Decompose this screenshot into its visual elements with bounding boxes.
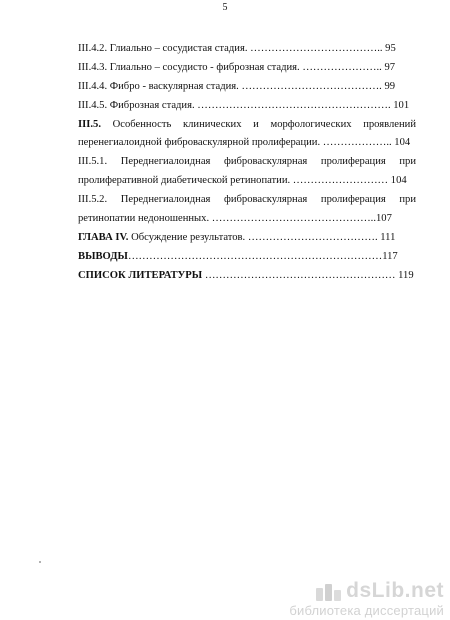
toc-entry [78,153,416,191]
toc-entry [78,191,416,229]
toc-heading: СПИСОК ЛИТЕРАТУРЫ [78,269,203,281]
toc-line: пролиферативной диабетической ретинопатии. ……………………… 104 [78,175,407,187]
watermark-brand: dsLib.net [346,579,444,602]
table-of-contents [78,40,416,286]
toc-line: перенегиалоидной фиброваскулярной пролиферации. ……………….. 104 [78,137,411,149]
toc-line [78,248,416,267]
watermark [268,580,444,620]
toc-heading: ГЛАВА IV. [78,231,129,243]
toc-line [78,116,416,135]
toc-line: III.5.1. Переднегиалоидная фиброваскулярная пролиферация при [78,156,416,168]
toc-text: ………………………………………………………………117 [127,250,398,262]
toc-line: III.4.3. Глиально – сосудисто - фиброзная стадия. ………………….. 97 [78,61,396,73]
toc-entry [78,267,416,286]
toc-text: Особенность клинических и морфологических проявлений [100,118,416,130]
toc-entry [78,59,416,78]
toc-text: Обсуждение результатов. ………………………………. 111 [128,231,396,243]
toc-line: III.4.5. Фиброзная стадия. ………………………………………………. 101 [78,99,410,111]
toc-line: III.5.2. Переднегиалоидная фиброваскулярная пролиферация при [78,194,416,206]
toc-entry [78,78,416,97]
dslib-logo-icon [314,580,344,602]
toc-line: III.4.2. Глиально – сосудистая стадия. ……………………………….. 95 [78,43,396,54]
toc-heading: ВЫВОДЫ [78,250,128,262]
toc-heading: III.5. [78,118,101,130]
toc-line: III.4.4. Фибро - васкулярная стадия. …………………………………. 99 [78,80,396,92]
page-number: 5 [222,2,228,13]
toc-line: ретинопатии недоношенных. ………………………………………..107 [78,213,392,225]
toc-line [78,267,416,286]
toc-entry [78,97,416,116]
scan-speck [39,561,41,563]
toc-entry [78,248,416,267]
toc-entry [78,40,416,59]
toc-line [78,229,416,248]
toc-entry [78,116,416,154]
toc-text: ……………………………………………… 119 [202,269,414,281]
watermark-tagline: библиотека диссертаций [289,603,444,618]
toc-entry [78,229,416,248]
